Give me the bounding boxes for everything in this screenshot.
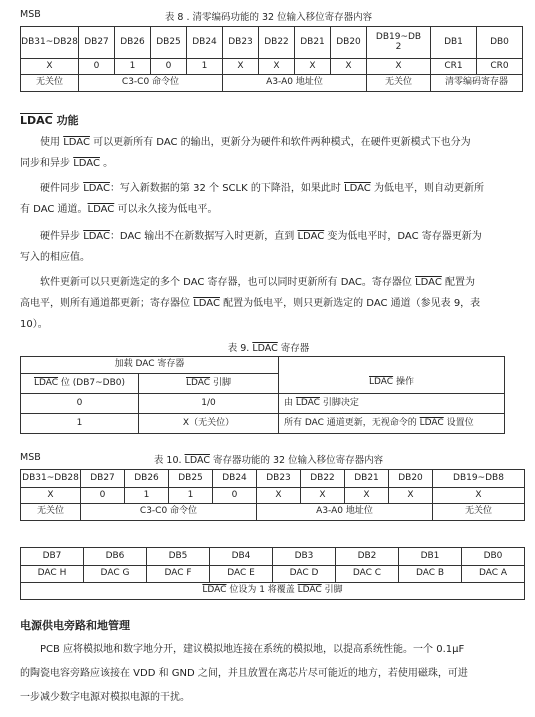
table10-header: DB22 (301, 470, 345, 488)
text-run: 所有 DAC 通道更新，无视命令的 (284, 417, 420, 428)
ldac-paragraph-3 (20, 226, 520, 268)
table8-value: CR0 (477, 59, 523, 75)
table10-value: X (257, 488, 301, 504)
table10-low-header: DB4 (210, 548, 273, 566)
table10-header: DB26 (125, 470, 169, 488)
text-run: 。 (99, 158, 114, 169)
table8-header: DB31~DB28 (21, 27, 79, 59)
table8-caption: 表 8 . 清零编码功能的 32 位输入移位寄存器内容 (164, 12, 373, 23)
table10-low-footer (21, 583, 525, 600)
text-run: 为低电平，则自动更新所 (370, 183, 484, 194)
text-run: 使用 (40, 137, 64, 148)
table10-value: X (433, 488, 525, 504)
ldac-overline-text: LDAC (83, 231, 110, 242)
text-run: 同步和异步 (20, 158, 74, 169)
table8-value: X (367, 59, 431, 75)
table10-header: DB21 (345, 470, 389, 488)
table9-group-header: 加载 DAC 寄存器 (21, 357, 279, 374)
ldac-overline-text: LDAC (186, 377, 211, 388)
text-run: 操作 (393, 377, 414, 388)
table9-cell-pin: 1/0 (139, 394, 279, 414)
text-run: 表 9. (227, 343, 253, 354)
text-run: 配置为 (441, 277, 475, 288)
table10-value-row (21, 488, 525, 504)
ldac-overline-text: LDAC (415, 277, 442, 288)
table8-header: DB21 (295, 27, 331, 59)
table8-value: CR1 (431, 59, 477, 75)
table9-cell-op (279, 394, 505, 414)
table10-group: A3-A0 地址位 (257, 504, 433, 521)
table10-header: DB24 (213, 470, 257, 488)
table8-header: DB20 (331, 27, 367, 59)
text-run: 高电平，则所有通道都更新；寄存器位 (20, 298, 194, 309)
table10-value: 1 (169, 488, 213, 504)
ldac-overline-text: LDAC (297, 585, 322, 596)
table10-low-header: DB0 (462, 548, 525, 566)
ldac-overline-text: LDAC (20, 114, 53, 127)
text-run: 变为低电平时，DAC 寄存器更新为 (324, 231, 482, 242)
table9-header (139, 374, 279, 394)
table10-low-value: DAC F (147, 566, 210, 583)
table10-low-value: DAC G (84, 566, 147, 583)
ldac-paragraph-2 (20, 178, 520, 220)
text-run: 位 (DB7~DB0) (58, 377, 126, 388)
table8-group-row (21, 75, 523, 92)
text-run: 设置位 (443, 417, 474, 428)
table8-group: 无关位 (367, 75, 431, 92)
table8-value: X (331, 59, 367, 75)
table10-low-value: DAC D (273, 566, 336, 583)
table10-value: X (389, 488, 433, 504)
text-run: 引脚 (321, 585, 343, 596)
table9-row (21, 414, 505, 434)
table10-msb: MSB (20, 452, 41, 463)
text-run: 表 10. (153, 455, 185, 466)
power-paragraph (20, 638, 520, 710)
table8-header: DB0 (477, 27, 523, 59)
ldac-overline-text: LDAC (83, 183, 110, 194)
power-section-heading: 电源供电旁路和地管理 (20, 619, 130, 632)
table9-group-row (21, 357, 505, 374)
table10-header: DB20 (389, 470, 433, 488)
text-run: 引脚 (210, 377, 231, 388)
ldac-overline-text: LDAC (369, 377, 394, 388)
text-run: 引脚决定 (319, 397, 359, 408)
ldac-overline-text: LDAC (193, 298, 220, 309)
table10-group-row (21, 504, 525, 521)
table9-cell-bit: 0 (21, 394, 139, 414)
table10-low-header: DB1 (399, 548, 462, 566)
ldac-overline-text: LDAC (87, 204, 115, 215)
power-line: 的陶瓷电容旁路应该接在 VDD 和 GND 之间，并且放置在离芯片尽可能近的地方，若使用磁珠，可进 (20, 668, 468, 679)
table10-header: DB23 (257, 470, 301, 488)
table8-header (367, 27, 431, 59)
table8-value: 0 (79, 59, 115, 75)
table10-header-row (21, 470, 525, 488)
table8-msb: MSB (20, 9, 41, 20)
ldac-overline-text: LDAC (184, 455, 210, 466)
power-line: 一步减少数字电源对模拟电源的干扰。 (20, 692, 190, 703)
table10-header: DB19~DB8 (433, 470, 525, 488)
table10-low (20, 547, 525, 600)
table8 (20, 26, 523, 92)
text-run: 写入的相应值。 (20, 252, 90, 263)
table8-value: X (295, 59, 331, 75)
ldac-overline-text: LDAC (252, 343, 278, 354)
text-run: ：写入新数据的第 32 个 SCLK 的下降沿，如果此时 (109, 183, 345, 194)
table10-value: X (345, 488, 389, 504)
table8-group: 清零编码寄存器 (431, 75, 523, 92)
text-run: 寄存器 (277, 343, 310, 354)
ldac-overline-text: LDAC (202, 585, 227, 596)
power-line: PCB 应将模拟地和数字地分开，建议模拟地连接在系统的模拟地，以提高系统性能。一个 0.1μF (40, 644, 465, 655)
table10-group: C3-C0 命令位 (81, 504, 257, 521)
table9-cell-bit: 1 (21, 414, 139, 434)
table8-header: DB26 (115, 27, 151, 59)
text-run: 由 (284, 397, 296, 408)
table8-header: DB1 (431, 27, 477, 59)
table10-header: DB31~DB28 (21, 470, 81, 488)
table10-low-value: DAC B (399, 566, 462, 583)
table10-low-header: DB2 (336, 548, 399, 566)
table8-header: DB27 (79, 27, 115, 59)
table8-value: 1 (115, 59, 151, 75)
table9 (20, 356, 505, 434)
table9-row (21, 394, 505, 414)
table8-value: 0 (151, 59, 187, 75)
table8-header: DB25 (151, 27, 187, 59)
table10-high (20, 469, 525, 521)
text-run: 位设为 1 将覆盖 (226, 585, 298, 596)
table8-header: DB22 (259, 27, 295, 59)
table10-value: 1 (125, 488, 169, 504)
table10-low-header: DB6 (84, 548, 147, 566)
ldac-overline-text: LDAC (344, 183, 371, 194)
table9-header-row (21, 374, 505, 394)
table8-value: X (223, 59, 259, 75)
table10-value: X (21, 488, 81, 504)
table10-low-header: DB5 (147, 548, 210, 566)
table8-group: A3-A0 地址位 (223, 75, 367, 92)
table10-group: 无关位 (433, 504, 525, 521)
text-run: 寄存器功能的 32 位输入移位寄存器内容 (209, 455, 384, 466)
ldac-paragraph-1 (20, 132, 520, 174)
table8-header: DB24 (187, 27, 223, 59)
table8-value-row (21, 59, 523, 75)
ldac-overline-text: LDAC (295, 397, 320, 408)
table8-header-text-extra: 2 (395, 41, 402, 52)
text-run: 有 DAC 通道。 (20, 204, 88, 215)
text-run: 硬件同步 (40, 183, 84, 194)
table10-low-header-row (21, 548, 525, 566)
table8-group: 无关位 (21, 75, 79, 92)
table9-header (279, 374, 505, 394)
text-run: ：DAC 输出不在新数据写入时更新，直到 (109, 231, 298, 242)
table9-empty-cell (279, 357, 505, 374)
table10-low-header: DB3 (273, 548, 336, 566)
text-run: 可以更新所有 DAC 的输出，更新分为硬件和软件两种模式，在硬件更新模式下也分为 (89, 137, 471, 148)
table10-value: X (301, 488, 345, 504)
table10-low-value: DAC E (210, 566, 273, 583)
ldac-paragraph-4 (20, 272, 520, 335)
table10-low-value-row (21, 566, 525, 583)
table9-cell-op (279, 414, 505, 434)
text-run: 硬件异步 (40, 231, 84, 242)
ldac-overline-text: LDAC (73, 158, 100, 169)
table10-low-header: DB7 (21, 548, 84, 566)
table10-caption (16, 452, 521, 466)
table8-header-row (21, 27, 523, 59)
table9-caption-row (16, 340, 521, 354)
table8-group: C3-C0 命令位 (79, 75, 223, 92)
ldac-overline-text: LDAC (419, 417, 444, 428)
table10-header: DB25 (169, 470, 213, 488)
table8-value: X (21, 59, 79, 75)
table10-group: 无关位 (21, 504, 81, 521)
text-run: 软件更新可以只更新选定的多个 DAC 寄存器，也可以同时更新所有 DAC。寄存器位 (40, 277, 416, 288)
table9-cell-pin: X（无关位） (139, 414, 279, 434)
table10-header: DB27 (81, 470, 125, 488)
ldac-section-heading (20, 112, 79, 128)
table8-caption-row (16, 9, 521, 23)
ldac-overline-text: LDAC (33, 377, 59, 388)
ldac-heading-rest: 功能 (52, 114, 79, 127)
ldac-overline-text: LDAC (297, 231, 325, 242)
text-run: 配置为低电平，则只更新选定的 DAC 通道（参见表 9，表 (219, 298, 481, 309)
table9-caption (16, 340, 521, 354)
table8-value: X (259, 59, 295, 75)
table10-value: 0 (81, 488, 125, 504)
text-run: 可以永久接为低电平。 (114, 204, 218, 215)
table10-caption-row (16, 452, 521, 466)
table10-low-value: DAC C (336, 566, 399, 583)
table8-header: DB23 (223, 27, 259, 59)
table9-header (21, 374, 139, 394)
table10-low-value: DAC A (462, 566, 525, 583)
table10-low-footer-row (21, 583, 525, 600)
text-run: 10）。 (20, 319, 48, 330)
table8-header-text: DB19~DB (375, 31, 422, 42)
ldac-overline-text: LDAC (63, 137, 90, 148)
table8-value: 1 (187, 59, 223, 75)
table10-low-value: DAC H (21, 566, 84, 583)
table10-value: 0 (213, 488, 257, 504)
